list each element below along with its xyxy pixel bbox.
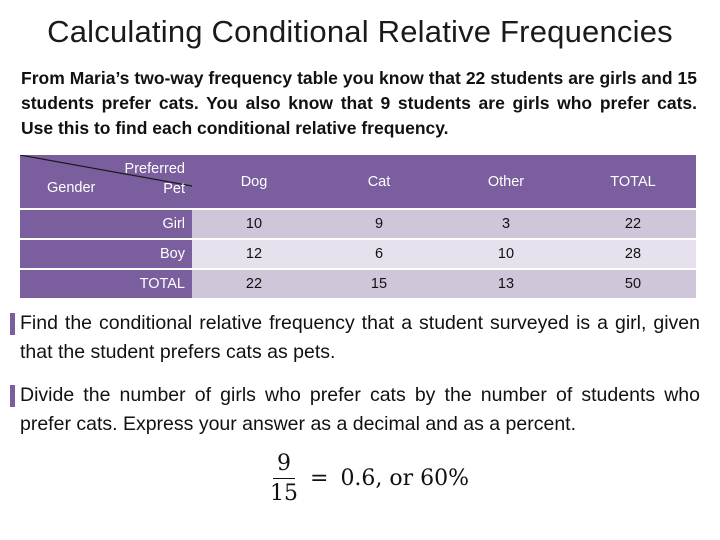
answer-equation xyxy=(266,448,469,508)
slide-title: Calculating Conditional Relative Frequencies xyxy=(47,14,673,49)
column-header-total: TOTAL xyxy=(570,155,696,209)
corner-preferred-text: Preferred xyxy=(124,161,185,177)
bullet-bar-icon xyxy=(10,313,15,335)
cell-girl-other: 3 xyxy=(442,209,570,239)
two-way-frequency-table xyxy=(20,155,696,298)
row-label-girl: Girl xyxy=(20,209,192,239)
cell-girl-total: 22 xyxy=(570,209,696,239)
fraction-denominator: 15 xyxy=(270,480,298,506)
column-header-dog: Dog xyxy=(192,155,316,209)
bullet-text-question: Find the conditional relative frequency that a student surveyed is a girl, given that the student prefers cats as pets. xyxy=(20,312,700,363)
corner-preferred-pet-label xyxy=(125,159,185,199)
column-header-cat: Cat xyxy=(316,155,442,209)
cell-boy-total: 28 xyxy=(570,239,696,269)
cell-girl-dog: 10 xyxy=(192,209,316,239)
cell-girl-cat: 9 xyxy=(316,209,442,239)
bullet-list xyxy=(20,309,700,453)
answer-result: 0.6, or 60% xyxy=(340,465,470,491)
equals-sign: = xyxy=(310,465,329,491)
answer-fraction xyxy=(266,451,302,506)
fraction-numerator: 9 xyxy=(273,451,295,479)
cell-boy-cat: 6 xyxy=(316,239,442,269)
cell-total-dog: 22 xyxy=(192,269,316,298)
bullet-item-instruction xyxy=(20,381,700,439)
table-row-total xyxy=(20,269,696,298)
intro-paragraph: From Maria’s two-way frequency table you know that 22 students are girls and 15 students prefer cats. You also know that 9 students are girls who prefer cats. Use this to find each conditional relative frequency. xyxy=(21,68,697,138)
bullet-text-instruction: Divide the number of girls who prefer cats by the number of students who prefer cats. Express your answer as a decimal and as a percent. xyxy=(20,384,700,435)
corner-pet-text: Pet xyxy=(163,181,185,197)
bullet-bar-icon xyxy=(10,385,15,407)
row-label-boy: Boy xyxy=(20,239,192,269)
cell-total-total: 50 xyxy=(570,269,696,298)
table-header-row xyxy=(20,155,696,209)
table-corner-cell xyxy=(20,155,192,209)
column-header-other: Other xyxy=(442,155,570,209)
cell-boy-other: 10 xyxy=(442,239,570,269)
table-row-boy xyxy=(20,239,696,269)
bullet-item-question xyxy=(20,309,700,367)
cell-total-other: 13 xyxy=(442,269,570,298)
table-row-girl xyxy=(20,209,696,239)
row-label-total: TOTAL xyxy=(20,269,192,298)
cell-boy-dog: 12 xyxy=(192,239,316,269)
cell-total-cat: 15 xyxy=(316,269,442,298)
corner-gender-label: Gender xyxy=(47,180,96,196)
